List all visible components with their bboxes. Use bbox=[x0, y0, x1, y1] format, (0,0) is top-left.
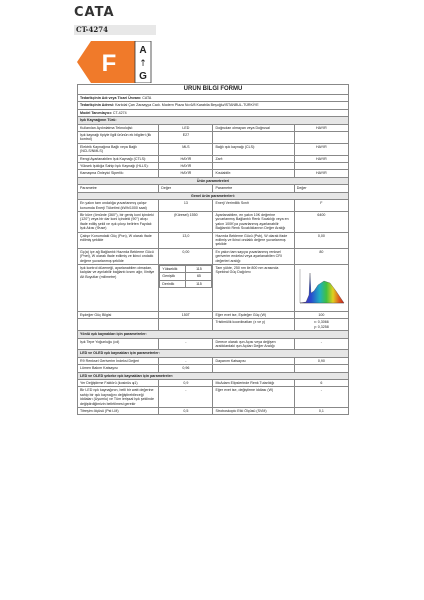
energy-label bbox=[77, 41, 157, 83]
param-value: - bbox=[159, 338, 213, 350]
form-row bbox=[78, 338, 349, 350]
param-label bbox=[213, 132, 294, 144]
param-label: Zarf: bbox=[213, 155, 294, 162]
param-label: Bir küre (ömürde (360°), bir geniş koni içindeki (120°) veya bir dar koni içindeki (90°) akışı ifade ediliş şekli ve ışık çıkışı belirten Faydalı Işık Akısı (Φuse) bbox=[78, 211, 159, 232]
param-value: HAYIR bbox=[159, 170, 213, 177]
param-label bbox=[213, 365, 294, 372]
param-value: 0,90 bbox=[294, 357, 348, 364]
dimension-row bbox=[160, 280, 212, 287]
param-label: Enerji Verimlilik Sınıfı bbox=[213, 200, 294, 212]
supplier-name-row: Tedarikçinin Adı veya Ticari Ünvanı: CATA bbox=[78, 95, 349, 102]
form-row bbox=[78, 248, 349, 264]
spd-label: Tam yükte, 250 nm ile 800 nm arasında Spektral Güç Dağılımı bbox=[213, 264, 294, 311]
form-row bbox=[78, 170, 349, 177]
param-label: Eğer evet ise, Eşdeğer Güç (W) bbox=[213, 311, 294, 318]
param-label: Eğer evet ise, değiştirme iddiası (W) bbox=[213, 387, 294, 408]
spd-chart bbox=[296, 267, 346, 307]
param-value: (Küresel) 1550 bbox=[159, 211, 213, 232]
col-param: Parametre bbox=[78, 185, 159, 192]
param-value bbox=[294, 132, 348, 144]
param-value: 13 bbox=[159, 200, 213, 212]
form-row bbox=[78, 163, 349, 170]
param-label bbox=[78, 319, 159, 331]
form-row bbox=[78, 124, 349, 131]
col-param-2: Parametre bbox=[213, 185, 294, 192]
form-row bbox=[78, 211, 349, 232]
supplier-address-row: Tedarikçinin Adresi: Karlıdal Çarı Zaraayya Cadı. Modern Plaza No:6/8 Karabila Beşoğlu/ISTANBUL-TÜRKİYE bbox=[78, 102, 349, 109]
param-label: Işık kaynağı tipiyle ilgili ürünün ek bilgileri (ilk kontrol) bbox=[78, 132, 159, 144]
param-label: Tristimülik koordinatları (x ve y) bbox=[213, 319, 294, 331]
param-value: 0,1 bbox=[294, 408, 348, 415]
param-value: HAYIR bbox=[294, 143, 348, 155]
param-value: 6400 bbox=[294, 211, 348, 232]
param-label bbox=[213, 163, 294, 170]
param-label: R9 Renksel Geriverim İndeksi Değeri bbox=[78, 357, 159, 364]
product-params-header: Ürün parametreleri bbox=[78, 177, 349, 184]
col-value-2: Değer bbox=[294, 185, 348, 192]
param-label: Yer Değiştirme Faktörü (kosinüs φ1) bbox=[78, 380, 159, 387]
param-label: En yakın tam ondalığa yuvarlanmış çalışır konumda Enerji Tüketimi (kWh/1000 saat) bbox=[78, 200, 159, 212]
param-value: HAYIR bbox=[159, 163, 213, 170]
param-label: Kullanılan Aydınlatma Teknolojisi: bbox=[78, 124, 159, 131]
param-label: Bağlı ışık kaynağı (CLS): bbox=[213, 143, 294, 155]
param-value bbox=[294, 365, 348, 372]
param-value: - bbox=[159, 387, 213, 408]
param-label: Kamaşma Önleyici Siperlik: bbox=[78, 170, 159, 177]
product-info-form bbox=[77, 84, 349, 415]
source-type-header: Işık Kaynağının Türü: bbox=[78, 117, 349, 124]
param-value bbox=[159, 319, 213, 331]
energy-class-letter: F bbox=[101, 50, 117, 77]
param-value bbox=[294, 163, 348, 170]
param-value: HAYIR bbox=[159, 155, 213, 162]
param-value: E27 bbox=[159, 132, 213, 144]
param-label: Bir LED ışık kaynağının, belli bir watt değerine sahip bir ışık kaynağını değiştirebileceği iddiaları (Uyumlu) ve Tüm lerişsal Işık şeklinde değiştirdiğimizin belirtilmesi gerekir bbox=[78, 387, 159, 408]
param-label: Yüksek Işıklığa Sahip Işık Kaynağı (HLLS): bbox=[78, 163, 159, 170]
param-label: Işık Tepe Yoğunluğu (cd) bbox=[78, 338, 159, 350]
dimension-value: 115 bbox=[186, 280, 212, 287]
param-value: HAYIR bbox=[294, 124, 348, 131]
param-value: - bbox=[159, 357, 213, 364]
param-value: x: 0,3066 y: 0,3258 bbox=[294, 319, 348, 331]
param-value: MLS bbox=[159, 143, 213, 155]
form-row bbox=[78, 387, 349, 408]
dimensions-cell bbox=[159, 264, 213, 311]
dimension-value: 65 bbox=[186, 273, 212, 280]
led-header: LED ve OLED ışık kaynakları için parametreler: bbox=[78, 350, 349, 357]
form-row bbox=[78, 132, 349, 144]
param-value: 100 bbox=[294, 311, 348, 318]
form-row bbox=[78, 232, 349, 248]
col-value: Değer bbox=[159, 185, 213, 192]
dimension-key: Yükseklik bbox=[160, 265, 186, 272]
dimension-key: Genişlik bbox=[160, 273, 186, 280]
dimension-row bbox=[160, 273, 212, 280]
brand-logo: CATA bbox=[74, 5, 115, 20]
model-row: Model Tanımlayıcı: CT-4274 bbox=[78, 109, 349, 116]
param-value: - bbox=[294, 387, 348, 408]
form-row bbox=[78, 365, 349, 372]
dimension-key: Derinlik bbox=[160, 280, 186, 287]
mains-header: LED ve OLED şebeke ışık kaynakları için parametreler: bbox=[78, 372, 349, 379]
param-value: HAYIR bbox=[294, 155, 348, 162]
dimension-row bbox=[160, 265, 212, 272]
form-title: ÜRÜN BİLGİ FORMU bbox=[78, 85, 349, 95]
form-row bbox=[78, 155, 349, 162]
param-label: Doğrudan olmayan veya Doğrusal bbox=[213, 124, 294, 131]
form-row bbox=[78, 311, 349, 318]
param-value: F bbox=[294, 200, 348, 212]
spd-curve bbox=[300, 273, 344, 303]
form-row bbox=[78, 319, 349, 331]
param-label: Derece olarak ışın Açısı veya değişen aralıklardaki ışın Açıları Değer Aralığı bbox=[213, 338, 294, 350]
energy-scale-arrow-icon: ↑ bbox=[139, 59, 147, 69]
param-label: Lümen Bakım Katsayısı bbox=[78, 365, 159, 372]
param-value: 0,96 bbox=[159, 365, 213, 372]
form-row bbox=[78, 200, 349, 212]
param-value: 0,00 bbox=[159, 248, 213, 264]
form-row bbox=[78, 380, 349, 387]
param-label: Dayanım Katsayısı bbox=[213, 357, 294, 364]
form-row bbox=[78, 143, 349, 155]
form-row bbox=[78, 357, 349, 364]
energy-scale-bottom: G bbox=[139, 71, 147, 82]
param-label: Stroboskopic Etki Ölçüsü (SVM) bbox=[213, 408, 294, 415]
param-value: 0,5 bbox=[159, 408, 213, 415]
param-label: Hazırda Bekleme Gücü (Psb), W olarak ifade edilmiş ve ikinci ondalık değere yuvarlanmış şekilde bbox=[213, 232, 294, 248]
param-label: En yakın tam sayıya yuvarlanmış renksel geriverim endeksi veya ayarlanabilen CRI değerleri aralığı bbox=[213, 248, 294, 264]
param-value: 80 bbox=[294, 248, 348, 264]
param-label: Gç(a) içe ağ Bağlantılı Hazırda Bekleme Gücü (Pnet), W olarak ifade edilmiş ve ikinci ondalık değere yuvarlanmış şekilde bbox=[78, 248, 159, 264]
param-label: Çalışır Konumdaki Güç (Pon), W olarak ifade edilmiş şekilde bbox=[78, 232, 159, 248]
param-value: 0,00 bbox=[294, 232, 348, 248]
param-label: McAdam Elipslerinde Renk Tutarlılığı bbox=[213, 380, 294, 387]
form-row bbox=[78, 408, 349, 415]
model-code: CT-4274 bbox=[74, 25, 156, 35]
param-value: 6 bbox=[294, 380, 348, 387]
spd-chart-cell bbox=[294, 264, 348, 311]
param-value: 13,0 bbox=[159, 232, 213, 248]
param-label: Elektrik Kaynağına Bağlı veya Bağlı (NCLS/NMLS) bbox=[78, 143, 159, 155]
dimensions-label: Işık kontrol düzeneği, ayarlanabilen olmadan, kalıplar ve ayrılabilir bağlantı kısmı ağır, İlintiye Ait Boyutlar (milimetre) bbox=[78, 264, 159, 311]
param-value: LED bbox=[159, 124, 213, 131]
directional-header: Yönlü ışık kaynakları için parametreler: bbox=[78, 331, 349, 338]
param-value: - bbox=[294, 338, 348, 350]
dimension-value: 115 bbox=[186, 265, 212, 272]
param-value: 0,9 bbox=[159, 380, 213, 387]
energy-scale-top: A bbox=[139, 45, 147, 56]
param-value: HAYIR bbox=[294, 170, 348, 177]
general-params-header: Genel ürün parametreleri: bbox=[78, 192, 349, 199]
param-label: Kısılabilir: bbox=[213, 170, 294, 177]
param-label: Titreşim ölçüsü (Pst LM) bbox=[78, 408, 159, 415]
param-label: Rengi Ayarlanabilen Işık Kaynağı (CTLS): bbox=[78, 155, 159, 162]
param-label: Ayarlanabilen, en yakın 10K değerine yuvarlanmış Bağlantılı Renk Sıcaklığı veya en yakın 100K'ya yuvarlanmış ayarlanabilir Bağlantılı Renk Sıcaklıklarının Değer Aralığı bbox=[213, 211, 294, 232]
param-label: Eşdeğer Güç Bilgisi bbox=[78, 311, 159, 318]
param-value: 150T bbox=[159, 311, 213, 318]
